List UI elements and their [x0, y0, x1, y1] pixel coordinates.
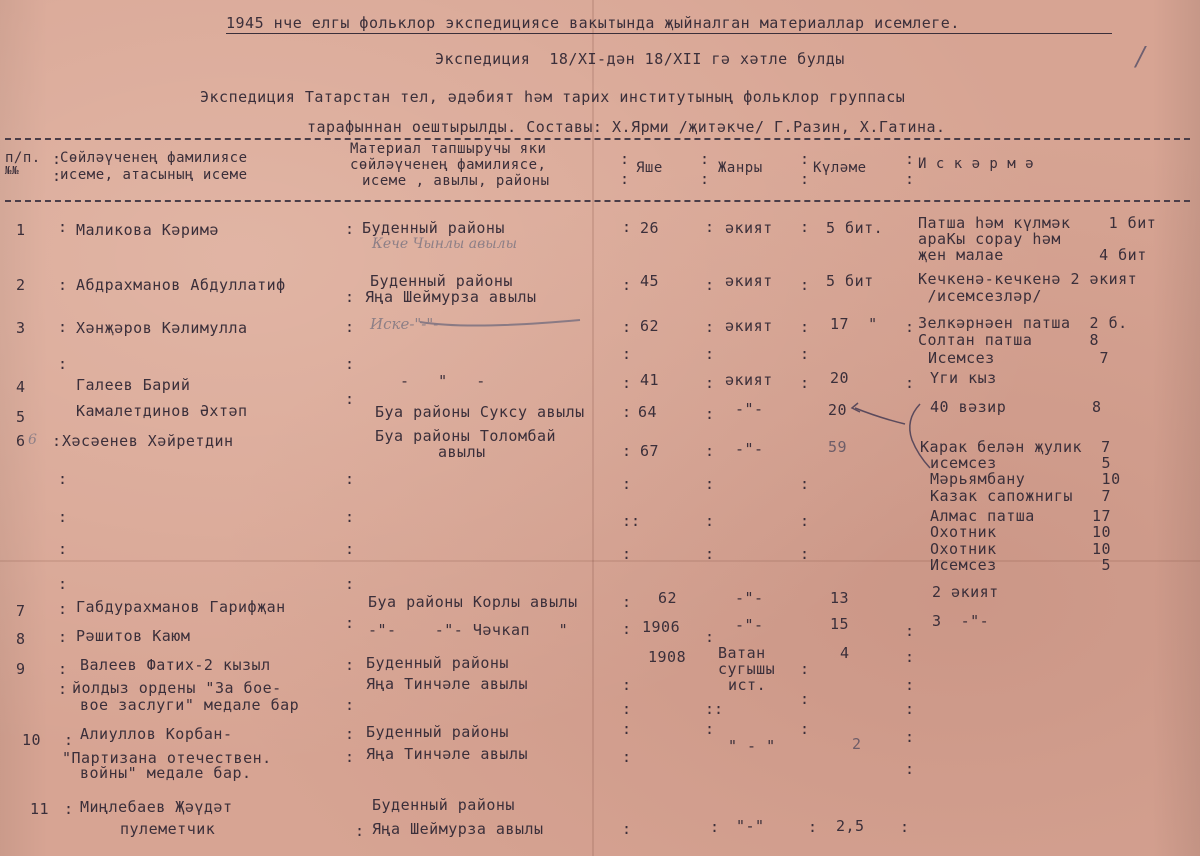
expedition-dates: Экспедиция 18/XI-дән 18/XII гә хәтле булды [435, 50, 845, 68]
column-separator: : [700, 150, 710, 168]
row-8-genre: -"- [735, 616, 764, 634]
row-6-source: Буа районы Толомбай [375, 427, 557, 445]
row-11-volume: 2,5 [836, 817, 865, 835]
row-5-num: 5 [16, 408, 26, 426]
organization-line-1: Экспедиция Татарстан тел, әдәбият һәм тарих институтының фольклор группасы [200, 88, 906, 106]
row-2-source-2: Яңа Шеймурза авылы [365, 288, 537, 306]
row-7-name: Габдурахманов Гарифҗан [76, 598, 286, 616]
row-1-volume: 5 бит. [826, 219, 884, 237]
column-separator: : [58, 355, 68, 373]
column-separator: : [800, 374, 810, 392]
column-separator: : [64, 731, 74, 749]
row-9-num: 9 [16, 660, 26, 678]
row-1-handwritten-village: Кече Чынлы авылы [372, 236, 517, 252]
row-8-volume: 15 [830, 615, 850, 633]
row-1-num: 1 [16, 221, 26, 239]
row-9-name-3: вое заслуги" медале бар [80, 696, 300, 714]
column-separator: : [705, 345, 715, 363]
row-3-age: 62 [640, 317, 660, 335]
column-separator: : [58, 660, 68, 678]
column-separator: : [622, 820, 632, 838]
column-separator: : [700, 170, 710, 188]
row-4-genre: әкият [725, 371, 773, 389]
row-11-source: Буденный районы [372, 796, 515, 814]
column-separator: : [905, 150, 915, 168]
column-separator: : [905, 728, 915, 746]
row-8-num: 8 [16, 630, 26, 648]
row-11-genre: "-" [736, 817, 765, 835]
column-separator: : [705, 218, 715, 236]
column-separator: : [800, 475, 810, 493]
col-name-header: Сөйләүченең фамилиясе [60, 150, 248, 166]
column-separator: : [622, 218, 632, 236]
row-8-note-1: 3 -"- [932, 612, 990, 630]
row-6-source-2: авылы [438, 443, 486, 461]
row-11-source-2: Яңа Шеймурза авылы [372, 820, 544, 838]
column-separator: : [808, 818, 818, 836]
column-separator: : [622, 700, 632, 718]
row-9-volume: 4 [840, 644, 850, 662]
column-separator: : [705, 442, 715, 460]
column-separator: : [345, 390, 355, 408]
col-notes-header: И с к ә р м ә [918, 156, 1035, 172]
row-9-genre-3: ист. [728, 676, 767, 694]
row-6-age: 67 [640, 442, 660, 460]
column-separator: : [705, 374, 715, 392]
row-3-num: 3 [16, 319, 26, 337]
row-4-num: 4 [16, 378, 26, 396]
column-separator: : [705, 512, 715, 530]
row-9-genre: Ватан [718, 644, 766, 662]
row-1-source: Буденный районы [362, 219, 505, 237]
row-11-num: 11 [30, 800, 50, 818]
column-separator: : [52, 167, 62, 185]
row-2-num: 2 [16, 276, 26, 294]
row-6-volume: 59 [828, 438, 848, 456]
col-volume-header: Күләме [813, 160, 867, 176]
col-genre-header: Жанры [718, 160, 763, 176]
row-1-note-3: җен малае 4 бит [918, 246, 1147, 264]
row-10-num: 10 [22, 731, 42, 749]
col-source-header: Материал тапшыручы яки [350, 141, 547, 157]
row-3-note-2: Солтан патша 8 [918, 331, 1100, 349]
column-separator: : [800, 318, 810, 336]
row-8-name: Рәшитов Каюм [76, 627, 191, 645]
column-separator: : [620, 170, 630, 188]
column-separator: : [800, 218, 810, 236]
column-separator: : [345, 508, 355, 526]
column-separator: : [622, 545, 632, 563]
column-separator: : [622, 475, 632, 493]
column-separator: : [905, 648, 915, 666]
column-separator: : [705, 475, 715, 493]
column-separator: : [58, 575, 68, 593]
column-separator: : [800, 276, 810, 294]
row-2-note-1: Кечкенә-кечкенә 2 әкият [918, 270, 1138, 288]
column-separator: :: [705, 700, 724, 718]
column-separator: : [58, 470, 68, 488]
row-11-name: Миңлебаев Җәүдәт [80, 798, 233, 816]
row-9-source-2: Яңа Тинчәле авылы [366, 675, 529, 693]
col-num-header-2: №№ [5, 164, 20, 177]
column-separator: : [900, 818, 910, 836]
column-separator: : [710, 818, 720, 836]
row-5-age: 64 [638, 403, 658, 421]
column-separator: : [622, 676, 632, 694]
row-6-note-1: Карак белән җулик 7 [920, 438, 1111, 456]
row-9-source: Буденный районы [366, 654, 509, 672]
row-5-source: Буа районы Суксу авылы [375, 403, 585, 421]
column-separator: : [905, 374, 915, 392]
row-6-note-2: исемсез 5 [930, 454, 1112, 472]
column-separator: : [58, 508, 68, 526]
row-1-note-2: араКы сорау һәм [918, 230, 1061, 248]
column-separator: : [800, 170, 810, 188]
row-6-name: Хәсәенев Хәйретдин [62, 432, 234, 450]
row-6-note-7: Охотник 10 [930, 540, 1112, 558]
column-separator: : [58, 628, 68, 646]
column-separator: : [58, 318, 68, 336]
column-separator: : [58, 218, 68, 236]
row-4-volume: 20 [830, 369, 850, 387]
row-7-age: 62 [658, 589, 678, 607]
column-separator: : [622, 276, 632, 294]
row-6-note-5: Алмас патша 17 [930, 507, 1112, 525]
column-separator: : [622, 620, 632, 638]
column-separator: : [800, 690, 810, 708]
column-separator: : [905, 170, 915, 188]
row-1-name: Маликова Кәримә [76, 221, 219, 239]
row-3-source: Иске-"-"- [370, 315, 439, 333]
pencil-strikeout [420, 320, 580, 326]
row-6-note-4: Казак сапожнигы 7 [930, 487, 1112, 505]
row-10-name-2: "Партизана отечествен. [62, 749, 272, 767]
row-1-genre: әкият [725, 219, 773, 237]
column-separator: : [64, 800, 74, 818]
row-7-volume: 13 [830, 589, 850, 607]
row-6-num: 6 [16, 432, 26, 450]
column-separator: : [705, 318, 715, 336]
column-separator: : [800, 545, 810, 563]
column-separator: : [345, 470, 355, 488]
column-separator: : [345, 288, 355, 306]
column-separator: : [58, 540, 68, 558]
column-separator: : [622, 720, 632, 738]
col-source-header-3: исеме , авылы, районы [362, 173, 550, 189]
column-separator: : [58, 600, 68, 618]
row-11-name-2: пулеметчик [120, 820, 216, 838]
row-4-name: Галеев Барий [76, 376, 191, 394]
column-separator: : [800, 512, 810, 530]
row-10-genre: " - " [728, 737, 776, 755]
column-separator: : [905, 318, 915, 336]
row-3-note-1: Зелкәрнәен патша 2 б. [918, 314, 1128, 332]
bracket-stroke [910, 404, 930, 468]
arrow-head [852, 403, 860, 412]
column-separator: : [58, 276, 68, 294]
row-4-source: - " - [400, 372, 486, 390]
row-3-name: Хәнҗәров Кәлимулла [76, 319, 248, 337]
col-age-header: Яше [636, 160, 663, 176]
row-6-note-6: Охотник 10 [930, 523, 1112, 541]
row-9-age: 1908 [648, 648, 687, 666]
column-separator: : [620, 150, 630, 168]
margin-mark: / [1136, 42, 1145, 72]
row-9-name: Валеев Фатих-2 кызыл [80, 656, 271, 674]
row-10-name: Алиуллов Корбан- [80, 725, 233, 743]
row-2-genre: әкият [725, 272, 773, 290]
row-6-note-3: Мәрьямбану 10 [930, 470, 1121, 488]
row-10-name-3: войны" медале бар. [80, 764, 252, 782]
column-separator: : [622, 593, 632, 611]
document-title: 1945 нче елгы фольклор экспедициясе вакытында җыйналган материаллар исемлеге. [226, 14, 960, 32]
col-name-header-2: исеме, атасының исеме [60, 167, 248, 183]
column-separator: : [800, 345, 810, 363]
row-6-genre: -"- [735, 440, 764, 458]
column-separator: : [705, 276, 715, 294]
row-1-age: 26 [640, 219, 660, 237]
row-3-genre: әкият [725, 317, 773, 335]
row-7-genre: -"- [735, 589, 764, 607]
column-separator: : [345, 725, 355, 743]
row-5-volume: 20 [828, 401, 848, 419]
row-7-source: Буа районы Корлы авылы [368, 593, 578, 611]
column-separator: : [622, 345, 632, 363]
row-2-age: 45 [640, 272, 660, 290]
column-separator: : [705, 720, 715, 738]
column-separator: : [622, 374, 632, 392]
column-separator: : [52, 150, 62, 168]
row-4-note-1: Үги кыз [930, 369, 997, 387]
column-separator: : [800, 150, 810, 168]
column-separator: : [345, 540, 355, 558]
column-separator: : [800, 720, 810, 738]
row-6-handwritten-num: 6 [28, 432, 37, 448]
column-separator: : [622, 318, 632, 336]
row-9-genre-2: сугышы [718, 660, 776, 678]
column-separator: : [345, 355, 355, 373]
column-separator: : [705, 405, 715, 423]
row-3-note-3: Исемсез 7 [928, 349, 1110, 367]
row-2-note-2: /исемсезләр/ [918, 287, 1042, 305]
row-2-volume: 5 бит [826, 272, 874, 290]
column-separator: : [345, 748, 355, 766]
col-source-header-2: сөйләүченең фамилиясе, [350, 157, 547, 173]
column-separator: : [905, 760, 915, 778]
row-10-source-2: Яңа Тинчәле авылы [366, 745, 529, 763]
row-5-name: Камалетдинов Әхтәп [76, 402, 248, 420]
row-4-age: 41 [640, 371, 660, 389]
col-num-header: п/п. [5, 150, 41, 166]
row-3-volume: 17 " [830, 315, 878, 333]
row-8-source: -"- -"- Чәчкап " [368, 621, 569, 639]
organization-line-2: тарафыннан оештырылды. Составы: Х.Ярми /җитәкче/ Г.Разин, Х.Гатина. [307, 118, 946, 136]
row-9-name-2: йолдыз ордены "За бое- [72, 679, 282, 697]
row-10-source: Буденный районы [366, 723, 509, 741]
row-7-note-1: 2 әкият [932, 583, 999, 601]
column-separator: : [345, 696, 355, 714]
arrow-line [855, 408, 905, 424]
column-separator: : [355, 822, 365, 840]
row-10-volume: 2 [852, 735, 862, 753]
column-separator: : [622, 403, 632, 421]
column-separator: : [705, 545, 715, 563]
column-separator: : [800, 660, 810, 678]
column-separator: : [705, 628, 715, 646]
row-8-age: 1906 [642, 618, 681, 636]
row-2-source: Буденный районы [370, 272, 513, 290]
row-5-genre: -"- [735, 400, 764, 418]
row-6-note-8: Исемсез 5 [930, 556, 1112, 574]
row-2-name: Абдрахманов Абдуллатиф [76, 276, 286, 294]
column-separator: : [345, 318, 355, 336]
column-separator: :: [622, 512, 641, 530]
column-separator: : [345, 220, 355, 238]
column-separator: : [58, 680, 68, 698]
column-separator: : [622, 748, 632, 766]
column-separator: : [345, 614, 355, 632]
row-7-num: 7 [16, 602, 26, 620]
column-separator: : [905, 676, 915, 694]
row-5-note-1: 40 вәзир 8 [930, 398, 1102, 416]
column-separator: : [905, 622, 915, 640]
column-separator: : [622, 442, 632, 460]
column-separator: : [345, 575, 355, 593]
row-1-note-1: Патша һәм күлмәк 1 бит [918, 214, 1157, 232]
column-separator: : [52, 432, 62, 450]
column-separator: : [345, 656, 355, 674]
column-separator: : [905, 700, 915, 718]
